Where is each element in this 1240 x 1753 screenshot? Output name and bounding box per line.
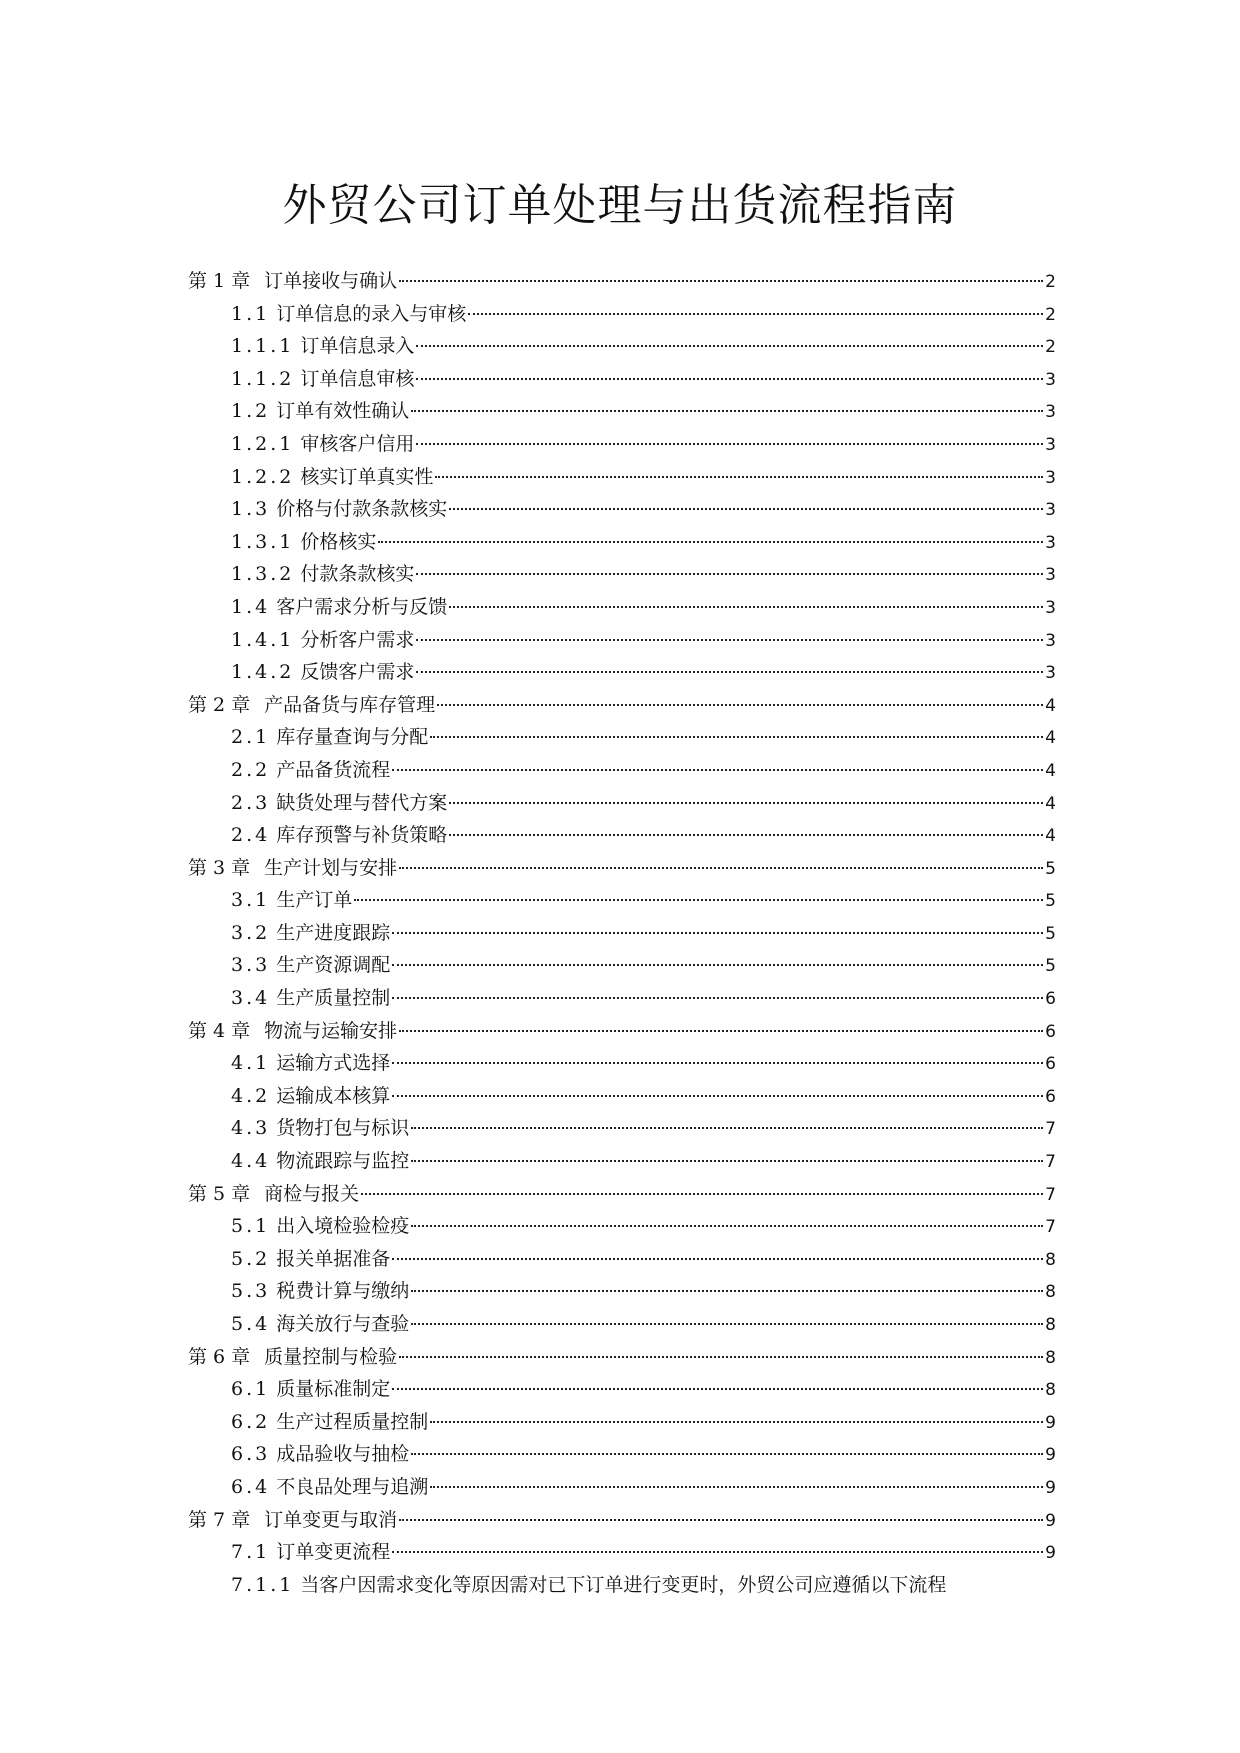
- toc-page-number: 4: [1045, 760, 1056, 781]
- toc-page-number: 3: [1045, 369, 1056, 390]
- toc-entry-label: 物流与运输安排: [264, 1019, 398, 1042]
- toc-dot-leader: [399, 280, 1043, 282]
- toc-dot-leader: [468, 313, 1043, 315]
- toc-entry-label: 反馈客户需求: [300, 661, 415, 684]
- toc-page-number: 9: [1045, 1543, 1056, 1564]
- toc-dot-leader: [399, 1519, 1043, 1521]
- toc-page-number: 6: [1045, 1054, 1056, 1075]
- toc-entry-label: 审核客户信用: [300, 432, 415, 455]
- toc-entry-label: 库存量查询与分配: [276, 726, 429, 749]
- toc-page-number: 4: [1045, 728, 1056, 749]
- toc-entry[interactable]: [188, 1308, 1056, 1341]
- toc-page-number: 9: [1045, 1477, 1056, 1498]
- toc-page-number: 7: [1045, 1152, 1056, 1173]
- toc-page-number: 8: [1045, 1347, 1056, 1368]
- toc-dot-leader: [354, 899, 1043, 901]
- toc-entry-number: 7.1.1: [231, 1573, 295, 1596]
- toc-entry-number: 第 2 章: [188, 693, 251, 716]
- toc-page-number: 8: [1045, 1380, 1056, 1401]
- toc-entry-number: 1.3.2: [231, 563, 295, 586]
- toc-entry-label: 成品验收与抽检: [276, 1443, 410, 1466]
- toc-entry-label: 质量标准制定: [276, 1378, 391, 1401]
- toc-page-number: 4: [1045, 826, 1056, 847]
- toc-entry-label: 价格核实: [300, 530, 377, 553]
- toc-entry-label: 运输成本核算: [276, 1084, 391, 1107]
- toc-entry[interactable]: [188, 721, 1056, 754]
- toc-entry[interactable]: [188, 1471, 1056, 1504]
- toc-entry-number: 4.3: [231, 1117, 271, 1140]
- toc-entry-number: 第 4 章: [188, 1019, 251, 1042]
- document-title: 外贸公司订单处理与出货流程指南: [282, 180, 958, 231]
- toc-entry-label: 付款条款核实: [300, 563, 415, 586]
- toc-entry-number: 1.2.1: [231, 432, 295, 455]
- toc-entry-label: 订单变更与取消: [264, 1508, 398, 1531]
- toc-dot-leader: [437, 704, 1043, 706]
- toc-entry-number: 6.1: [231, 1378, 271, 1401]
- toc-entry-number: 5.4: [231, 1313, 271, 1335]
- toc-dot-leader: [416, 345, 1043, 347]
- toc-entry[interactable]: [188, 298, 1056, 331]
- toc-entry[interactable]: [188, 689, 1056, 722]
- toc-entry[interactable]: [188, 1243, 1056, 1276]
- toc-dot-leader: [416, 443, 1043, 445]
- toc-entry[interactable]: [188, 558, 1056, 591]
- toc-entry[interactable]: [188, 363, 1056, 396]
- toc-page-number: 3: [1045, 500, 1056, 521]
- toc-entry-label: 生产进度跟踪: [276, 921, 391, 944]
- toc-entry[interactable]: [188, 1047, 1056, 1080]
- toc-entry[interactable]: [188, 819, 1056, 852]
- toc-entry-label: 不良品处理与追溯: [276, 1475, 429, 1498]
- toc-page-number: 2: [1045, 337, 1056, 358]
- toc-entry-number: 2.1: [231, 726, 271, 749]
- toc-entry-number: 6.4: [231, 1475, 271, 1498]
- toc-entry[interactable]: [188, 1080, 1056, 1113]
- toc-page-number: 3: [1045, 630, 1056, 651]
- toc-entry[interactable]: [188, 265, 1056, 298]
- toc-dot-leader: [449, 834, 1043, 836]
- toc-page-number: 2: [1045, 272, 1056, 292]
- toc-entry-label: 产品备货流程: [276, 758, 391, 781]
- toc-entry-number: 6.3: [231, 1443, 271, 1466]
- toc-entry-number: 1.2: [231, 400, 271, 423]
- toc-dot-leader: [435, 476, 1043, 478]
- toc-dot-leader: [430, 736, 1043, 738]
- toc-entry-label: 出入境检验检疫: [276, 1215, 410, 1238]
- toc-entry-number: 第 7 章: [188, 1508, 251, 1531]
- toc-dot-leader: [411, 410, 1043, 412]
- toc-entry[interactable]: [188, 591, 1056, 624]
- toc-dot-leader: [399, 1356, 1043, 1358]
- toc-entry-label: 订单信息的录入与审核: [276, 302, 467, 325]
- toc-entry-label: 订单有效性确认: [276, 400, 410, 423]
- toc-page-number: 6: [1045, 1086, 1056, 1107]
- toc-page-number: 8: [1045, 1282, 1056, 1303]
- toc-entry-label: 订单变更流程: [276, 1541, 391, 1564]
- toc-page-number: 3: [1045, 434, 1056, 455]
- toc-entry-label: 报关单据准备: [276, 1247, 391, 1270]
- toc-dot-leader: [392, 997, 1043, 999]
- toc-dot-leader: [399, 1030, 1043, 1032]
- toc-dot-leader: [392, 964, 1043, 966]
- toc-dot-leader: [411, 1323, 1043, 1325]
- toc-page-number: 9: [1045, 1445, 1056, 1466]
- toc-entry[interactable]: [188, 428, 1056, 461]
- toc-entry-label: 缺货处理与替代方案: [276, 791, 448, 814]
- toc-page-number: 8: [1045, 1249, 1056, 1270]
- toc-entry[interactable]: [188, 884, 1056, 917]
- toc-dot-leader: [392, 1388, 1043, 1390]
- toc-page-number: 7: [1045, 1184, 1056, 1205]
- toc-entry-label: 税费计算与缴纳: [276, 1280, 410, 1303]
- toc-dot-leader: [392, 1551, 1043, 1553]
- toc-entry-label: 货物打包与标识: [276, 1117, 410, 1140]
- toc-dot-leader: [430, 1486, 1043, 1488]
- toc-page-number: 3: [1045, 402, 1056, 423]
- toc-entry-number: 1.4.2: [231, 661, 295, 684]
- toc-entry[interactable]: [188, 1438, 1056, 1471]
- toc-dot-leader: [361, 1193, 1043, 1195]
- toc-page-number: 3: [1045, 663, 1056, 684]
- toc-entry[interactable]: [188, 1373, 1056, 1406]
- toc-entry-number: 1.3: [231, 498, 271, 521]
- toc-entry-number: 5.1: [231, 1215, 271, 1238]
- toc-entry-label: 商检与报关: [264, 1182, 360, 1205]
- toc-entry-label: 订单信息审核: [300, 367, 415, 390]
- toc-entry-label: 生产质量控制: [276, 987, 391, 1010]
- toc-page-number: 7: [1045, 1119, 1056, 1140]
- toc-page-number: 6: [1045, 989, 1056, 1010]
- toc-entry-number: 4.1: [231, 1052, 271, 1075]
- toc-entry[interactable]: [188, 787, 1056, 820]
- toc-page-number: 8: [1045, 1315, 1056, 1335]
- toc-entry[interactable]: [188, 1341, 1056, 1374]
- toc-dot-leader: [449, 606, 1043, 608]
- toc-page-number: 4: [1045, 793, 1056, 814]
- toc-page-number: 4: [1045, 695, 1056, 716]
- toc-entry[interactable]: [188, 1536, 1056, 1569]
- toc-entry-number: 3.4: [231, 987, 271, 1010]
- toc-page-number: 5: [1045, 891, 1056, 912]
- toc-entry[interactable]: [188, 1504, 1056, 1537]
- toc-entry[interactable]: [188, 1210, 1056, 1243]
- toc-entry[interactable]: [188, 395, 1056, 428]
- toc-entry-number: 5.3: [231, 1280, 271, 1303]
- toc-entry-label: 生产计划与安排: [264, 856, 398, 879]
- toc-page-number: 5: [1045, 923, 1056, 944]
- toc-entry[interactable]: [188, 1275, 1056, 1308]
- toc-entry-number: 第 1 章: [188, 270, 251, 292]
- toc-entry[interactable]: [188, 461, 1056, 494]
- toc-page-number: 7: [1045, 1217, 1056, 1238]
- toc-entry-number: 第 5 章: [188, 1182, 251, 1205]
- toc-dot-leader: [430, 1421, 1043, 1423]
- toc-dot-leader: [392, 769, 1043, 771]
- toc-dot-leader: [411, 1225, 1043, 1227]
- toc-entry-number: 7.1: [231, 1541, 271, 1564]
- toc-entry-label: 产品备货与库存管理: [264, 693, 436, 716]
- toc-entry-number: 1.1: [231, 302, 271, 325]
- toc-entry-number: 1.2.2: [231, 465, 295, 488]
- toc-entry[interactable]: [188, 656, 1056, 689]
- toc-entry-number: 第 6 章: [188, 1345, 251, 1368]
- toc-dot-leader: [411, 1127, 1043, 1129]
- toc-page-number: 2: [1045, 304, 1056, 325]
- toc-page-number: 3: [1045, 532, 1056, 553]
- toc-entry-number: 3.3: [231, 954, 271, 977]
- toc-dot-leader: [416, 639, 1043, 641]
- toc-entry[interactable]: [188, 1145, 1056, 1178]
- toc-entry[interactable]: [188, 852, 1056, 885]
- toc-dot-leader: [416, 671, 1043, 673]
- toc-dot-leader: [411, 1160, 1043, 1162]
- toc-dot-leader: [392, 1062, 1043, 1064]
- toc-entry[interactable]: [188, 1178, 1056, 1211]
- toc-entry-label: 当客户因需求变化等原因需对已下订单进行变更时，外贸公司应遵循以下流程: [300, 1573, 947, 1596]
- toc-dot-leader: [378, 541, 1043, 543]
- toc-entry[interactable]: [188, 624, 1056, 657]
- toc-entry-label: 物流跟踪与监控: [276, 1150, 410, 1173]
- toc-entry-label: 价格与付款条款核实: [276, 498, 448, 521]
- toc-entry-label: 海关放行与查验: [276, 1313, 410, 1335]
- toc-entry-number: 3.1: [231, 889, 271, 912]
- toc-entry[interactable]: [188, 330, 1056, 363]
- toc-page-number: 9: [1045, 1412, 1056, 1433]
- toc-entry-label: 库存预警与补货策略: [276, 824, 448, 847]
- toc-dot-leader: [392, 1095, 1043, 1097]
- toc-entry-number: 1.1.2: [231, 367, 295, 390]
- toc-entry-number: 2.2: [231, 758, 271, 781]
- toc-entry-number: 1.1.1: [231, 335, 295, 358]
- toc-dot-leader: [411, 1290, 1043, 1292]
- toc-dot-leader: [416, 573, 1043, 575]
- toc-entry-number: 1.4: [231, 595, 271, 618]
- toc-dot-leader: [392, 1258, 1043, 1260]
- toc-entry-number: 1.4.1: [231, 628, 295, 651]
- toc-dot-leader: [411, 1453, 1043, 1455]
- toc-entry[interactable]: [188, 917, 1056, 950]
- toc-entry-number: 2.4: [231, 824, 271, 847]
- toc-entry-number: 4.2: [231, 1084, 271, 1107]
- toc-page-number: 5: [1045, 858, 1056, 879]
- toc-entry-label: 分析客户需求: [300, 628, 415, 651]
- toc-entry[interactable]: [188, 1015, 1056, 1048]
- toc-entry[interactable]: [188, 754, 1056, 787]
- toc-entry-label: 生产订单: [276, 889, 353, 912]
- toc-entry-number: 2.3: [231, 791, 271, 814]
- toc-entry-number: 4.4: [231, 1150, 271, 1173]
- toc-entry-label: 生产资源调配: [276, 954, 391, 977]
- toc-dot-leader: [399, 867, 1043, 869]
- toc-entry-number: 1.3.1: [231, 530, 295, 553]
- toc-page-number: 5: [1045, 956, 1056, 977]
- toc-entry[interactable]: [188, 1406, 1056, 1439]
- toc-page-number: 3: [1045, 597, 1056, 618]
- toc-entry-number: 3.2: [231, 921, 271, 944]
- toc-entry[interactable]: [188, 1569, 1056, 1602]
- toc-entry[interactable]: [188, 526, 1056, 559]
- toc-entry-label: 生产过程质量控制: [276, 1410, 429, 1433]
- toc-entry-number: 5.2: [231, 1247, 271, 1270]
- toc-page-number: 9: [1045, 1510, 1056, 1531]
- toc-entry[interactable]: [188, 982, 1056, 1015]
- toc-page-number: 6: [1045, 1021, 1056, 1042]
- toc-entry-label: 客户需求分析与反馈: [276, 595, 448, 618]
- toc-entry[interactable]: [188, 1112, 1056, 1145]
- toc-dot-leader: [392, 932, 1043, 934]
- toc-entry-label: 运输方式选择: [276, 1052, 391, 1075]
- toc-page-number: 3: [1045, 467, 1056, 488]
- toc-dot-leader: [449, 508, 1043, 510]
- toc-page-number: 3: [1045, 565, 1056, 586]
- toc-entry-label: 订单接收与确认: [264, 270, 398, 292]
- toc-entry-label: 质量控制与检验: [264, 1345, 398, 1368]
- toc-entry-label: 核实订单真实性: [300, 465, 434, 488]
- toc-entry[interactable]: [188, 949, 1056, 982]
- toc-entry[interactable]: [188, 493, 1056, 526]
- toc-entry-label: 订单信息录入: [300, 335, 415, 358]
- toc-entry-number: 6.2: [231, 1410, 271, 1433]
- toc-entry-number: 第 3 章: [188, 856, 251, 879]
- toc-dot-leader: [449, 802, 1043, 804]
- toc-dot-leader: [416, 378, 1043, 380]
- table-of-contents: [188, 265, 1056, 1601]
